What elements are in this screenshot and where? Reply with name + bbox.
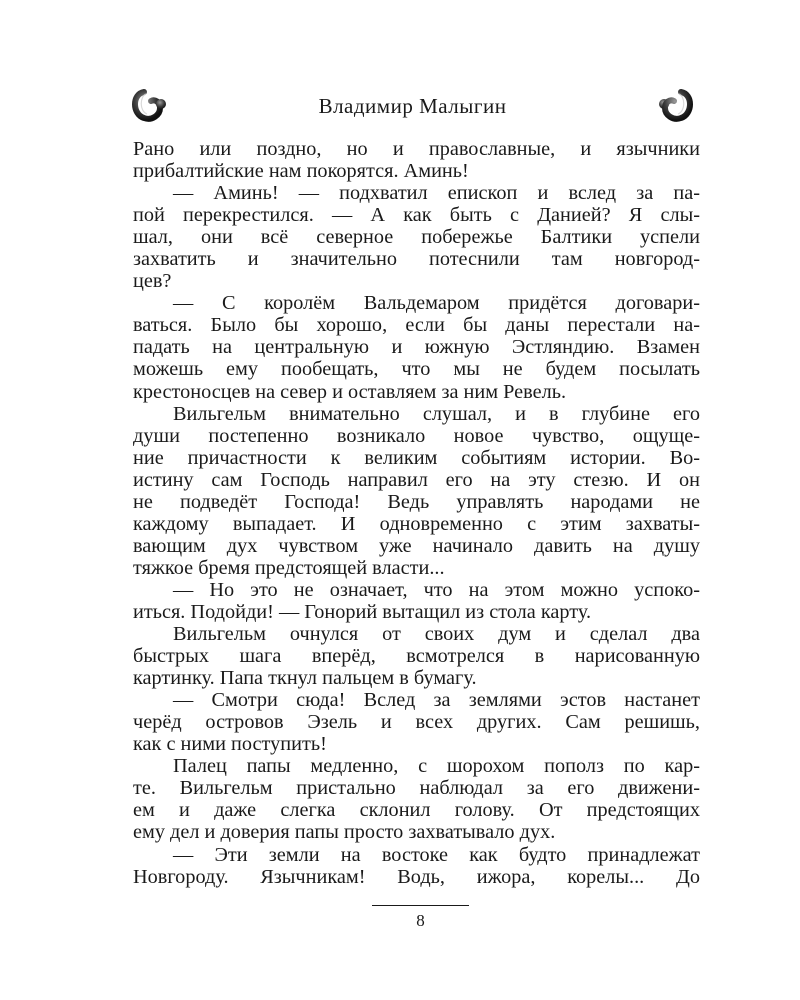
text-line: тяжкое бремя предстоящей власти... [133,556,445,579]
text-line: можешь ему пообещать, что мы не будем посылать [133,358,700,381]
text-line: — Смотри сюда! Вслед за землями эстов настанет [173,689,700,712]
text-line: ем и даже слегка склонил голову. От предстоящих [133,799,700,822]
text-line: цев? [133,270,172,293]
running-header-author: Владимир Малыгин [318,94,507,118]
text-line: картинку. Папа ткнул пальцем в бумагу. [133,667,477,690]
text-line: быстрых шага вперёд, всмотрелся в нарисованную [133,645,700,668]
page-number: 8 [416,911,425,930]
text-line: как с ними поступить! [133,733,327,756]
text-line: Новгороду. Язычникам! Водь, ижора, корелы... До [133,865,700,888]
text-line: ваться. Было бы хорошо, если бы даны перестали на- [133,314,700,337]
page-header [130,82,695,132]
text-line: захватить и значительно потеснили там новгород- [133,248,700,271]
text-line: падать на центральную и южную Эстляндию. Взамен [133,336,700,359]
text-line: Рано или поздно, но и православные, и язычники [133,138,700,160]
text-line: — С королём Вальдемаром придётся договари- [173,292,700,315]
text-line: ему дел и доверия папы просто захватывало дух. [133,821,556,844]
body-text [133,138,700,888]
text-line: те. Вильгельм пристально наблюдал за его движени- [133,777,700,800]
text-line: истину сам Господь направил его на эту стезю. И он [133,468,700,491]
ornament-swirl-icon [575,84,695,128]
text-line: Палец папы медленно, с шорохом пополз по кар- [173,755,700,778]
text-line: не подведёт Господа! Ведь управлять народами не [133,490,700,513]
text-line: черёд островов Эзель и всех других. Сам решишь, [133,711,700,734]
text-line: — Аминь! — подхватил епископ и вслед за па- [173,182,700,205]
text-line: иться. Подойди! — Гонорий вытащил из стола карту. [133,600,592,623]
text-line: — Но это не означает, что на этом можно успоко- [173,578,700,601]
text-line: пой перекрестился. — А как быть с Данией? Я слы- [133,204,700,227]
text-line: вающим дух чувством уже начинало давить на душу [133,534,700,557]
text-line: ние причастности к великим событиям истории. Во- [133,446,700,469]
text-line: души постепенно возникало новое чувство, ощуще- [133,424,700,447]
text-line: прибалтийские нам покорятся. Аминь! [133,160,469,183]
text-line: Вильгельм внимательно слушал, и в глубине его [173,402,700,425]
text-line: крестоносцев на север и оставляем за ним Ревель. [133,380,567,403]
text-line: каждому выпадает. И одновременно с этим захваты- [133,512,700,535]
footer-rule [372,905,469,906]
text-line: Вильгельм очнулся от своих дум и сделал два [173,623,700,646]
text-line: — Эти земли на востоке как будто принадлежат [173,843,700,866]
text-line: шал, они всё северное побережье Балтики успели [133,226,700,249]
